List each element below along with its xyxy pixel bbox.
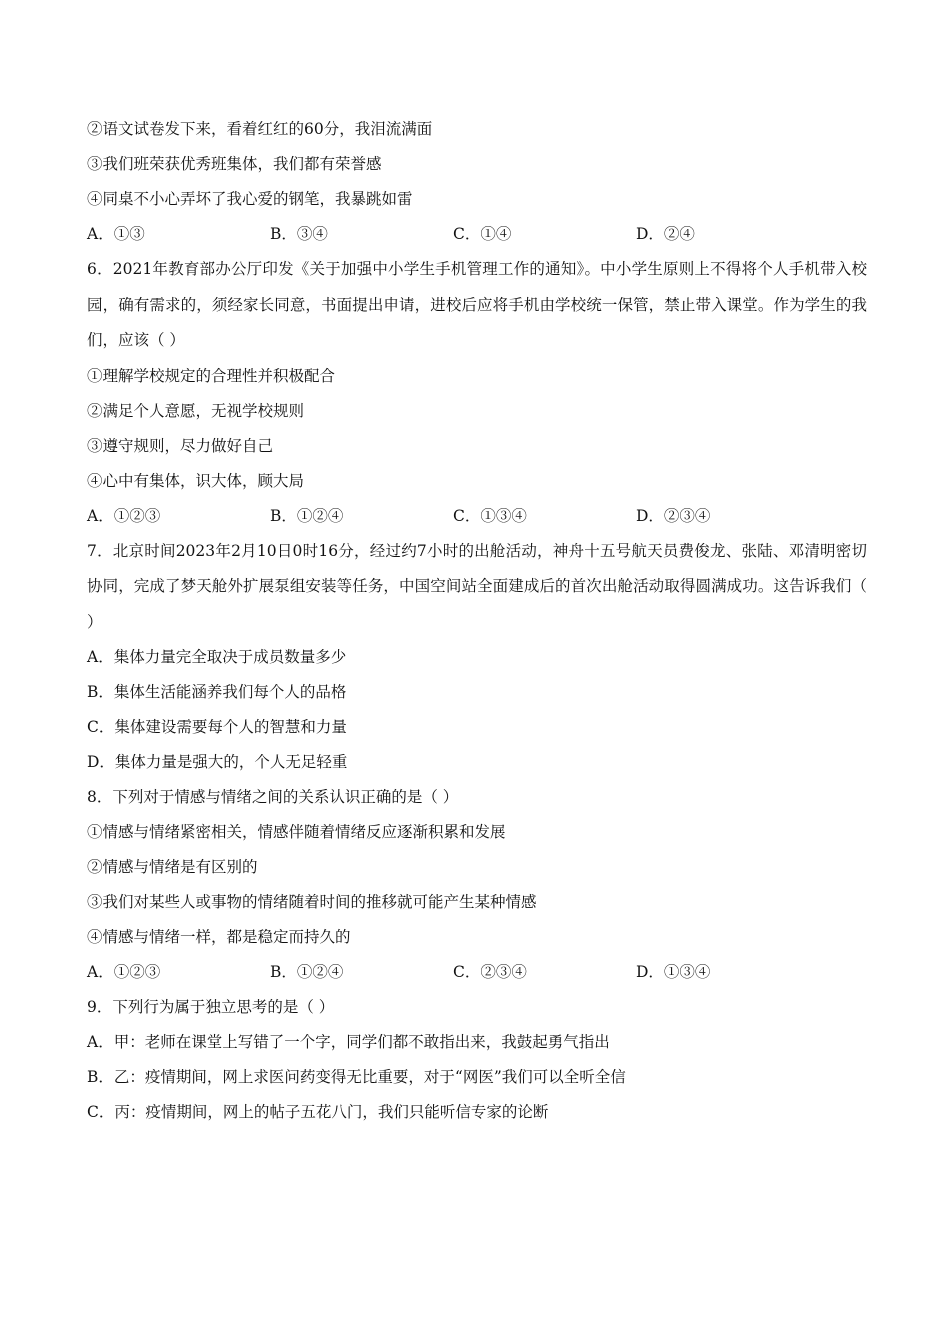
question-6 (87, 252, 867, 534)
q5-item-4: ④同桌不小心弄坏了我心爱的钢笔，我暴跳如雷 (87, 190, 413, 208)
q6-option-b: B．①②④ (270, 506, 344, 525)
q9-choice-c: C．丙：疫情期间，网上的帖子五花八门，我们只能听信专家的论断 (87, 1103, 549, 1121)
q5-options (87, 217, 867, 252)
q8-item-1: ①情感与情绪紧密相关，情感伴随着情绪反应逐渐积累和发展 (87, 823, 506, 841)
q6-item-4: ④心中有集体，识大体，顾大局 (87, 471, 305, 490)
question-8 (87, 780, 867, 990)
q9-stem: 9．下列行为属于独立思考的是（ ） (87, 998, 335, 1016)
q7-choice-a: A．集体力量完全取决于成员数量多少 (87, 648, 347, 666)
q5-option-d: D．②④ (636, 225, 695, 243)
q9-choice-b: B．乙：疫情期间，网上求医问药变得无比重要，对于“网医”我们可以全听全信 (87, 1068, 626, 1086)
q7-choice-c: C．集体建设需要每个人的智慧和力量 (87, 718, 347, 736)
q9-choice-a: A．甲：老师在课堂上写错了一个字，同学们都不敢指出来，我鼓起勇气指出 (87, 1033, 610, 1051)
q7-choice-d: D．集体力量是强大的，个人无足轻重 (87, 753, 348, 771)
exam-page (87, 112, 867, 1130)
q5-option-a: A．①③ (87, 225, 145, 243)
q6-item-2: ②满足个人意愿，无视学校规则 (87, 401, 305, 420)
q5-item-3: ③我们班荣获优秀班集体，我们都有荣誉感 (87, 155, 382, 173)
question-7 (87, 534, 867, 781)
q5-item-2: ②语文试卷发下来，看着红红的60分，我泪流满面 (87, 120, 433, 138)
q8-stem: 8．下列对于情感与情绪之间的关系认识正确的是（ ） (87, 788, 459, 806)
q5-option-c: C．①④ (453, 225, 512, 243)
q8-item-3: ③我们对某些人或事物的情绪随着时间的推移就可能产生某种情感 (87, 893, 537, 911)
q8-item-2: ②情感与情绪是有区别的 (87, 858, 258, 876)
q5-option-b: B．③④ (270, 225, 328, 243)
q6-stem: 6．2021年教育部办公厅印发《关于加强中小学生手机管理工作的通知》。中小学生原则上不得将个人手机带入校园，确有需求的，须经家长同意，书面提出申请，进校后应将手机由学校统一保管，禁止带入课堂。作为学生的我们，应该（ ） (87, 260, 867, 349)
q6-option-a: A．①②③ (87, 506, 161, 525)
q6-item-3: ③遵守规则，尽力做好自己 (87, 436, 274, 455)
q8-option-d: D．①③④ (636, 963, 711, 981)
question-9 (87, 990, 867, 1130)
q8-options (87, 955, 867, 990)
q7-choice-b: B．集体生活能涵养我们每个人的品格 (87, 683, 347, 701)
q6-option-d: D．②③④ (636, 506, 711, 525)
q6-item-1: ①理解学校规定的合理性并积极配合 (87, 366, 336, 385)
q8-item-4: ④情感与情绪一样，都是稳定而持久的 (87, 928, 351, 946)
q6-option-c: C．①③④ (453, 506, 527, 525)
q6-options (87, 499, 867, 534)
question-5 (87, 112, 867, 252)
q7-stem: 7．北京时间2023年2月10日0时16分，经过约7小时的出舱活动，神舟十五号航天员费俊龙、张陆、邓清明密切协同，完成了梦天舱外扩展泵组安装等任务，中国空间站全面建成后的首次出舱活动取得圆满成功。这告诉我们（ ） (87, 541, 867, 631)
q8-option-a: A．①②③ (87, 963, 161, 981)
q8-option-b: B．①②④ (270, 963, 344, 981)
q8-option-c: C．②③④ (453, 963, 527, 981)
